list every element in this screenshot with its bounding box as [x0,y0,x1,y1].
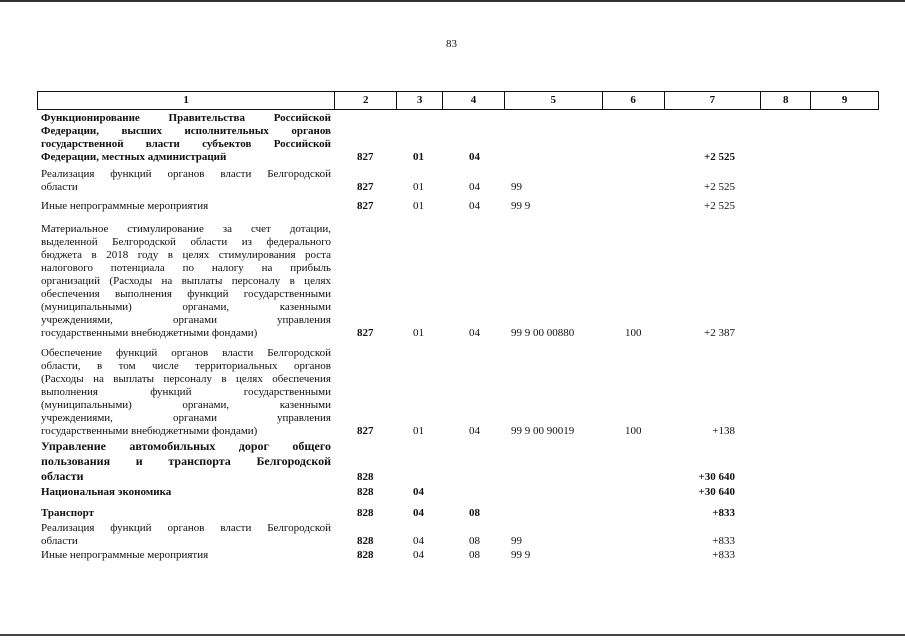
row-description [41,200,331,213]
table-row [0,522,905,548]
col-amount: +833 [712,549,735,561]
desc-line: государственными внебюджетными фондами) [41,327,258,339]
row-description [41,439,331,484]
col-amount: +2 525 [703,151,735,163]
desc-line: Федерации, высших исполнительных органов [41,125,331,137]
col-section: 01 [413,200,424,212]
col-section: 04 [413,549,424,561]
row-description [41,112,331,164]
row-description [41,168,331,194]
bottom-border-line [0,634,905,636]
header-col-5: 5 [505,92,603,109]
header-col-9: 9 [841,94,848,106]
desc-line: Реализация функций органов власти Белгородской [41,522,331,534]
col-target-article: 99 9 00 90019 [511,425,575,437]
col-amount: +138 [712,425,735,437]
header-col-3: 3 [397,92,443,109]
col-target-article: 99 [511,181,522,193]
desc-line: Иные непрограммные мероприятия [41,200,209,212]
desc-line: бюджета в 2018 году в целях стимулирования роста [41,249,331,261]
desc-line: организаций (Расходы на выплаты персоналу в целях [41,275,331,287]
col-section: 01 [413,327,424,339]
col-expense-type: 100 [625,425,642,437]
header-col-2: 2 [335,92,397,109]
row-description [41,522,331,548]
table-row [0,168,905,194]
col-ministry: 828 [357,507,374,519]
col-subsection: 04 [469,327,480,339]
header-col-6: 6 [603,92,665,109]
col-amount: +2 525 [704,181,735,193]
table-row [0,112,905,164]
table-row [0,549,905,562]
table-header [37,91,879,110]
col-section: 01 [413,425,424,437]
col-section: 01 [413,151,424,163]
col-ministry: 827 [357,181,374,193]
desc-line: Обеспечение функций органов власти Белгородской [41,347,331,359]
table-row [0,486,905,499]
row-description [41,223,331,340]
col-target-article: 99 [511,535,522,547]
col-amount: +30 640 [698,486,735,498]
col-section: 04 [413,507,424,519]
desc-line: (Расходы на выплаты персоналу в целях обеспечения [41,373,331,385]
desc-line: области [41,181,78,193]
header-col-7: 7 [665,92,762,109]
desc-line: государственной власти субъектов Российской [41,138,331,150]
col-amount: +833 [712,507,735,519]
header-col-4: 4 [443,92,505,109]
desc-line: учреждениями, органами управления [41,314,331,326]
col-subsection: 04 [469,200,480,212]
desc-line: (муниципальными) органами, казенными [41,301,331,313]
col-subsection: 08 [469,507,480,519]
col-ministry: 828 [357,535,374,547]
page-number: 83 [446,38,457,50]
header-col-1: 1 [38,92,335,109]
top-border-line [0,0,905,2]
table-row [0,439,905,484]
desc-line: выполнения функций государственными [41,386,331,398]
table-row [0,223,905,340]
col-section: 04 [413,486,424,498]
desc-line: Транспорт [41,507,94,519]
col-ministry: 827 [357,327,374,339]
desc-line: области [41,535,78,547]
col-expense-type: 100 [625,327,642,339]
row-description [41,486,331,499]
desc-line: пользования и транспорта Белгородской [41,454,331,468]
row-description [41,507,331,520]
col-ministry: 827 [357,200,374,212]
desc-line: Реализация функций органов власти Белгородской [41,168,331,180]
row-description [41,347,331,438]
col-subsection: 04 [469,425,480,437]
desc-line: Управление автомобильных дорог общего [41,439,331,453]
col-subsection: 04 [469,151,480,163]
col-ministry: 827 [357,425,374,437]
col-ministry: 828 [357,549,374,561]
col-amount: +30 640 [698,471,735,483]
table-row [0,347,905,438]
col-section: 04 [413,535,424,547]
col-subsection: 04 [469,181,480,193]
col-target-article: 99 9 [511,200,531,212]
col-ministry: 827 [357,151,374,163]
desc-line: Материальное стимулирование за счет дотации, [41,223,331,235]
col-ministry: 828 [357,486,374,498]
row-description [41,549,331,562]
desc-line: учреждениями, органами управления [41,412,331,424]
col-subsection: 08 [469,549,480,561]
desc-line: Функционирование Правительства Российской [41,112,331,124]
desc-line: государственными внебюджетными фондами) [41,425,258,437]
col-section: 01 [413,181,424,193]
desc-line: Национальная экономика [41,486,172,498]
desc-line: области [41,469,84,483]
col-subsection: 08 [469,535,480,547]
header-col-8: 8 [761,92,811,109]
col-target-article: 99 9 00 00880 [511,327,575,339]
col-amount: +2 525 [704,200,735,212]
desc-line: Иные непрограммные мероприятия [41,549,209,561]
col-target-article: 99 9 [511,549,531,561]
col-ministry: 828 [357,471,374,483]
desc-line: налогового потенциала по налогу на прибыль [41,262,331,274]
table-row [0,200,905,213]
desc-line: (муниципальными) органами, казенными [41,399,331,411]
col-amount: +2 387 [704,327,735,339]
desc-line: области, в том числе территориальных органов [41,360,331,372]
desc-line: обеспечения выполнения функций государственными [41,288,331,300]
col-amount: +833 [712,535,735,547]
desc-line: выделенной Белгородской области из федерального [41,236,331,248]
desc-line: Федерации, местных администраций [41,151,227,163]
table-row [0,507,905,520]
